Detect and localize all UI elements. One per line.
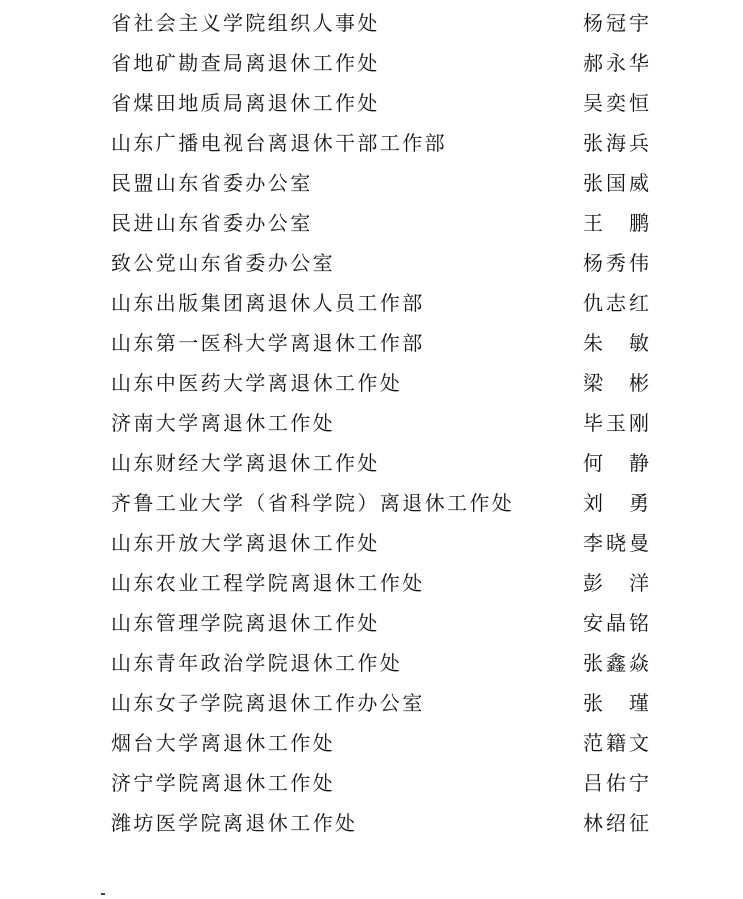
organization-name: 山东广播电视台离退休干部工作部 xyxy=(111,131,447,155)
organization-name: 山东中医药大学离退休工作处 xyxy=(111,371,403,395)
organization-name: 济南大学离退休工作处 xyxy=(111,411,335,435)
organization-name: 山东青年政治学院退休工作处 xyxy=(111,651,403,675)
person-name: 李 晓 曼 xyxy=(583,531,649,555)
list-item xyxy=(0,363,743,403)
organization-name: 山东女子学院离退休工作办公室 xyxy=(111,691,425,715)
organization-name: 山东管理学院离退休工作处 xyxy=(111,611,380,635)
person-name: 张 海 兵 xyxy=(583,131,649,155)
person-name: 仇 志 红 xyxy=(583,291,649,315)
list-item xyxy=(0,763,743,803)
person-name: 杨 秀 伟 xyxy=(583,251,649,275)
person-name: 张 鑫 焱 xyxy=(583,651,649,675)
organization-name: 民进山东省委办公室 xyxy=(111,211,313,235)
organization-name: 省煤田地质局离退休工作处 xyxy=(111,91,380,115)
person-name: 安 晶 铭 xyxy=(583,611,649,635)
organization-name: 山东开放大学离退休工作处 xyxy=(111,531,380,555)
organization-name: 山东财经大学离退休工作处 xyxy=(111,451,380,475)
person-name: 彭 洋 xyxy=(583,571,649,595)
list-item xyxy=(0,323,743,363)
organization-name: 省社会主义学院组织人事处 xyxy=(111,11,380,35)
organization-name: 山东出版集团离退休人员工作部 xyxy=(111,291,425,315)
list-item xyxy=(0,283,743,323)
person-name: 何 静 xyxy=(583,451,649,475)
person-name: 林 绍 征 xyxy=(583,811,649,835)
list-item xyxy=(0,803,743,843)
list-item xyxy=(0,163,743,203)
person-name: 刘 勇 xyxy=(583,491,649,515)
person-name: 朱 敏 xyxy=(583,331,649,355)
person-name: 梁 彬 xyxy=(583,371,649,395)
list-item xyxy=(0,683,743,723)
organization-name: 民盟山东省委办公室 xyxy=(111,171,313,195)
person-name: 杨 冠 宇 xyxy=(583,11,649,35)
list-item xyxy=(0,523,743,563)
list-item xyxy=(0,3,743,43)
person-name: 范 籍 文 xyxy=(583,731,649,755)
list-item xyxy=(0,43,743,83)
organization-name: 省地矿勘查局离退休工作处 xyxy=(111,51,380,75)
person-name: 张 国 威 xyxy=(583,171,649,195)
organization-name: 济宁学院离退休工作处 xyxy=(111,771,335,795)
list-item xyxy=(0,643,743,683)
list-item xyxy=(0,723,743,763)
person-name: 张 瑾 xyxy=(583,691,649,715)
list-item xyxy=(0,483,743,523)
organization-name: 潍坊医学院离退休工作处 xyxy=(111,811,358,835)
list-item xyxy=(0,443,743,483)
organization-name: 齐鲁工业大学（省科学院）离退休工作处 xyxy=(111,491,515,515)
list-item xyxy=(0,603,743,643)
organization-name: 烟台大学离退休工作处 xyxy=(111,731,335,755)
list-item xyxy=(0,123,743,163)
scan-mark xyxy=(101,893,105,895)
person-name: 郝 永 华 xyxy=(583,51,649,75)
person-name: 毕 玉 刚 xyxy=(583,411,649,435)
list-item xyxy=(0,203,743,243)
person-name: 吕 佑 宁 xyxy=(583,771,649,795)
organization-name: 山东农业工程学院离退休工作处 xyxy=(111,571,425,595)
list-item xyxy=(0,563,743,603)
list-item xyxy=(0,403,743,443)
list-item xyxy=(0,243,743,283)
list-item xyxy=(0,83,743,123)
person-name: 吴 奕 恒 xyxy=(583,91,649,115)
person-name: 王 鹏 xyxy=(583,211,649,235)
organization-name: 山东第一医科大学离退休工作部 xyxy=(111,331,425,355)
organization-name: 致公党山东省委办公室 xyxy=(111,251,335,275)
